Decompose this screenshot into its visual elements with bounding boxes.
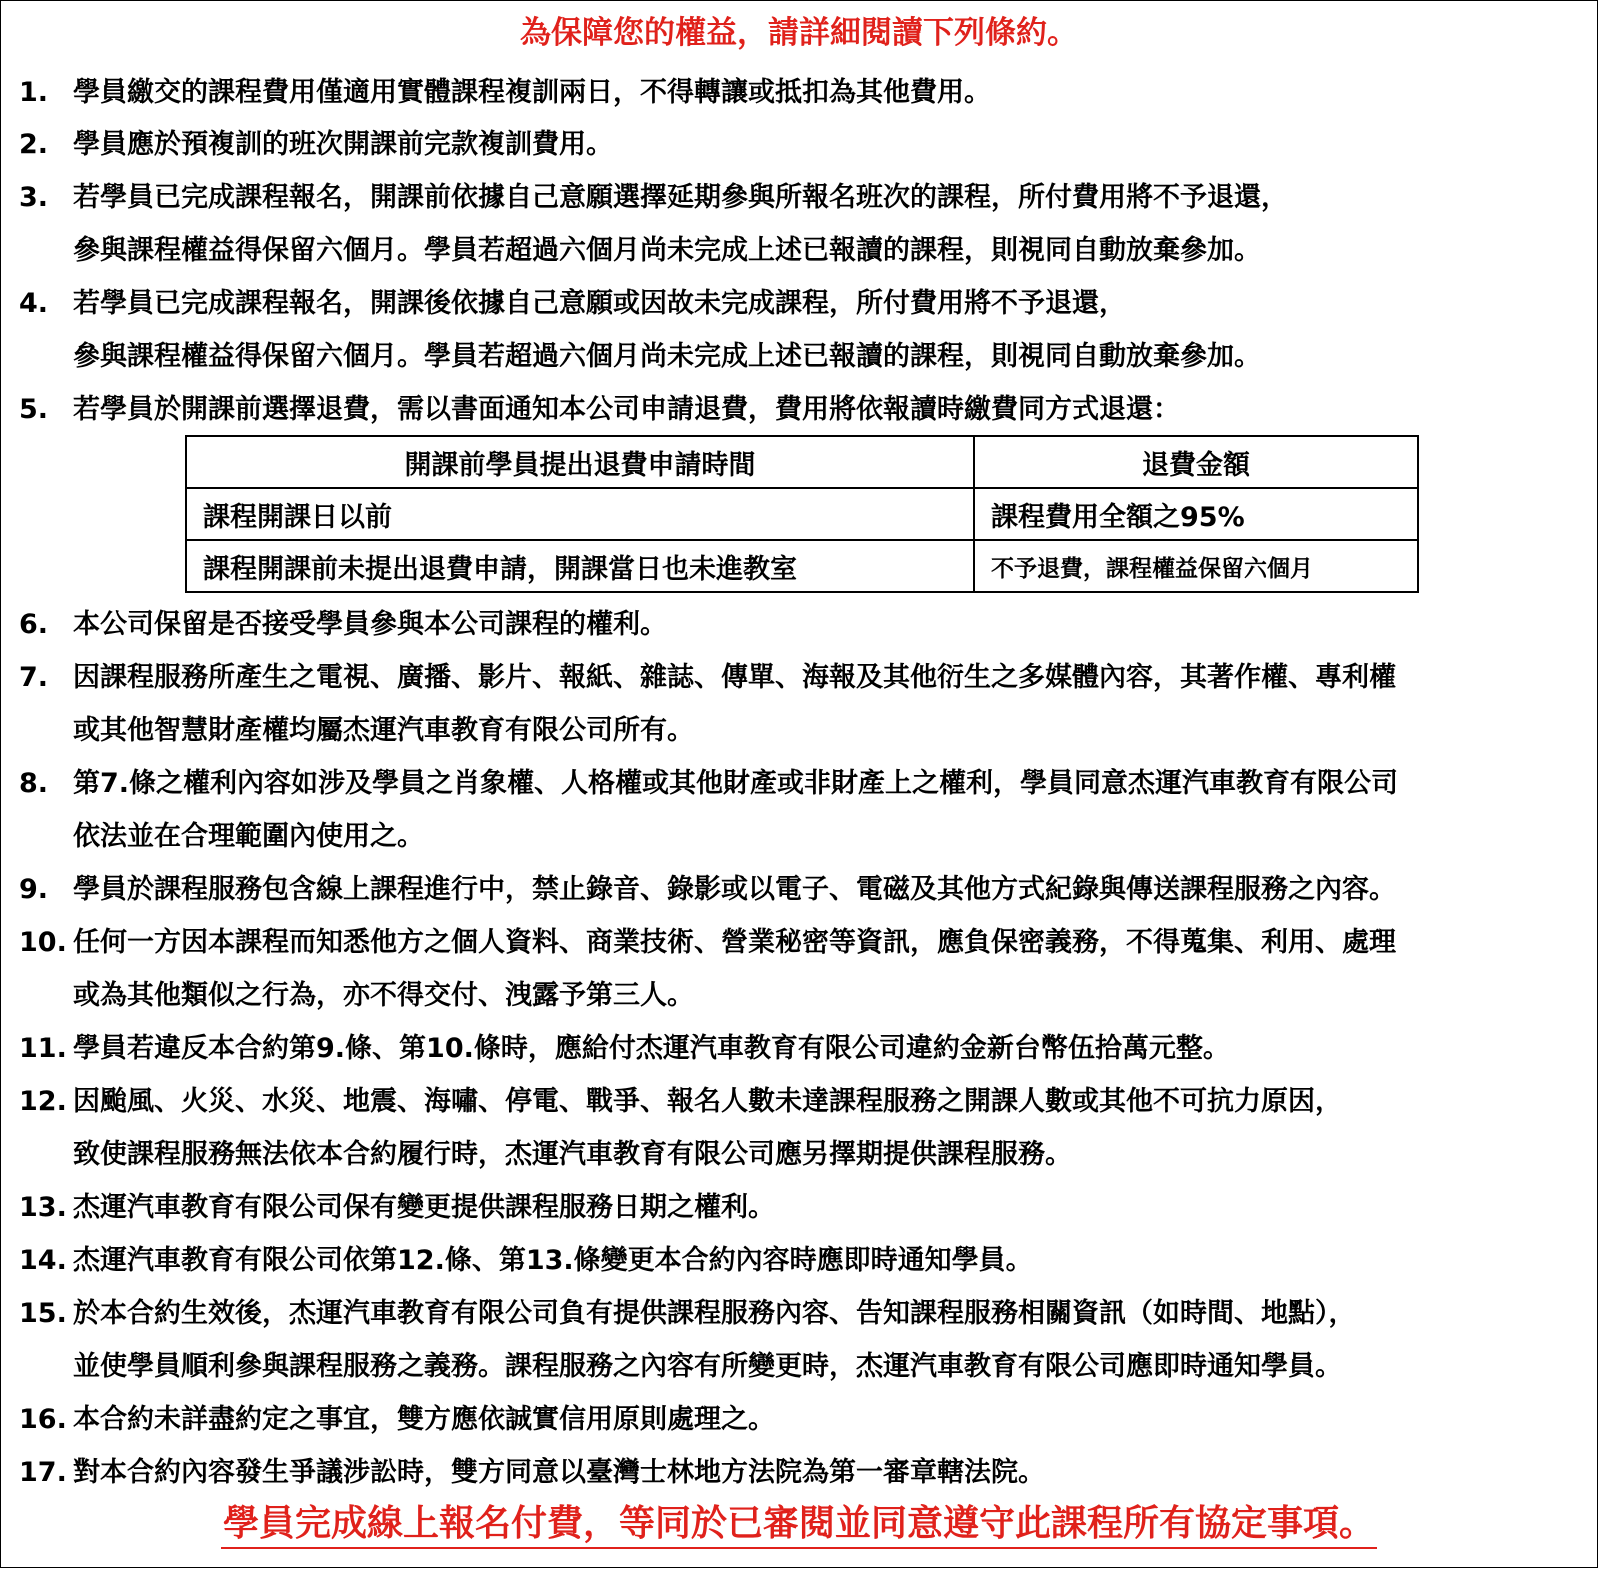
clause-text: 並使學員順利參與課程服務之義務。課程服務之內容有所變更時，杰運汽車教育有限公司應即時通知學員。: [73, 1351, 1342, 1382]
table-cell: 課程開課日以前: [186, 488, 974, 540]
clause-text: 第7.條之權利內容如涉及學員之肖象權、人格權或其他財產或非財產上之權利，學員同意杰運汽車教育有限公司: [73, 768, 1399, 799]
clause-number: 1.: [19, 77, 49, 108]
clause-number: 3.: [19, 182, 49, 213]
clause-text: 參與課程權益得保留六個月。學員若超過六個月尚未完成上述已報讀的課程，則視同自動放棄參加。: [73, 341, 1261, 372]
clause-text: 學員於課程服務包含線上課程進行中，禁止錄音、錄影或以電子、電磁及其他方式紀錄與傳送課程服務之內容。: [73, 874, 1396, 905]
clause-text: 或其他智慧財產權均屬杰運汽車教育有限公司所有。: [73, 715, 694, 746]
clause-text: 因課程服務所產生之電視、廣播、影片、報紙、雜誌、傳單、海報及其他衍生之多媒體內容，其著作權、專利權: [73, 662, 1396, 693]
agreement-statement: 學員完成線上報名付費，等同於已審閱並同意遵守此課程所有協定事項。: [221, 1503, 1377, 1549]
clause-text: 若學員已完成課程報名，開課後依據自己意願或因故未完成課程，所付費用將不予退還，: [73, 288, 1126, 319]
clause-number: 2.: [19, 129, 49, 160]
clause-text: 學員若違反本合約第9.條、第10.條時，應給付杰運汽車教育有限公司違約金新台幣伍拾萬元整。: [73, 1033, 1230, 1064]
clause-number: 13.: [19, 1192, 67, 1223]
clause-text: 若學員於開課前選擇退費，需以書面通知本公司申請退費，費用將依報讀時繳費同方式退還：: [73, 394, 1180, 425]
clause-text: 致使課程服務無法依本合約履行時，杰運汽車教育有限公司應另擇期提供課程服務。: [73, 1139, 1072, 1170]
clause-number: 17.: [19, 1457, 67, 1488]
clause-number: 4.: [19, 288, 49, 319]
clause-text: 於本合約生效後，杰運汽車教育有限公司負有提供課程服務內容、告知課程服務相關資訊（如時間、地點），: [73, 1298, 1356, 1329]
clause-text: 參與課程權益得保留六個月。學員若超過六個月尚未完成上述已報讀的課程，則視同自動放棄參加。: [73, 235, 1261, 266]
clause-text: 任何一方因本課程而知悉他方之個人資料、商業技術、營業秘密等資訊，應負保密義務，不得蒐集、利用、處理: [73, 927, 1396, 958]
clause-number: 10.: [19, 927, 67, 958]
table-row: [186, 488, 1418, 540]
clause-number: 8.: [19, 768, 49, 799]
notice-header: 為保障您的權益，請詳細閱讀下列條約。: [520, 15, 1078, 51]
table-row: [186, 540, 1418, 592]
clause-number: 15.: [19, 1298, 67, 1329]
clause-number: 6.: [19, 609, 49, 640]
clause-text: 本合約未詳盡約定之事宜，雙方應依誠實信用原則處理之。: [73, 1404, 775, 1435]
clause-text: 杰運汽車教育有限公司依第12.條、第13.條變更本合約內容時應即時通知學員。: [73, 1245, 1033, 1276]
table-header-row: [186, 436, 1418, 488]
clause-text: 因颱風、火災、水災、地震、海嘯、停電、戰爭、報名人數未達課程服務之開課人數或其他不可抗力原因，: [73, 1086, 1342, 1117]
clause-text: 杰運汽車教育有限公司保有變更提供課程服務日期之權利。: [73, 1192, 775, 1223]
clause-text: 若學員已完成課程報名，開課前依據自己意願選擇延期參與所報名班次的課程，所付費用將不予退還，: [73, 182, 1288, 213]
table-cell: 課程開課前未提出退費申請，開課當日也未進教室: [186, 540, 974, 592]
clause-text: 或為其他類似之行為，亦不得交付、洩露予第三人。: [73, 980, 694, 1011]
clause-number: 7.: [19, 662, 49, 693]
clause-text: 學員應於預複訓的班次開課前完款複訓費用。: [73, 129, 613, 160]
clause-text: 本公司保留是否接受學員參與本公司課程的權利。: [73, 609, 667, 640]
clause-number: 12.: [19, 1086, 67, 1117]
column-header: 開課前學員提出退費申請時間: [186, 436, 974, 488]
clause-text: 學員繳交的課程費用僅適用實體課程複訓兩日，不得轉讓或抵扣為其他費用。: [73, 77, 991, 108]
refund-table: [185, 435, 1419, 593]
clause-number: 16.: [19, 1404, 67, 1435]
clause-text: 對本合約內容發生爭議涉訟時，雙方同意以臺灣士林地方法院為第一審章轄法院。: [73, 1457, 1045, 1488]
table-cell: 不予退費，課程權益保留六個月: [974, 540, 1418, 592]
clause-number: 9.: [19, 874, 49, 905]
agreement-footer: [1, 1501, 1597, 1547]
clause-number: 5.: [19, 394, 49, 425]
clause-number: 11.: [19, 1033, 67, 1064]
clause-text: 依法並在合理範圍內使用之。: [73, 821, 424, 852]
column-header: 退費金額: [974, 436, 1418, 488]
table-cell: 課程費用全額之95%: [974, 488, 1418, 540]
clause-number: 14.: [19, 1245, 67, 1276]
